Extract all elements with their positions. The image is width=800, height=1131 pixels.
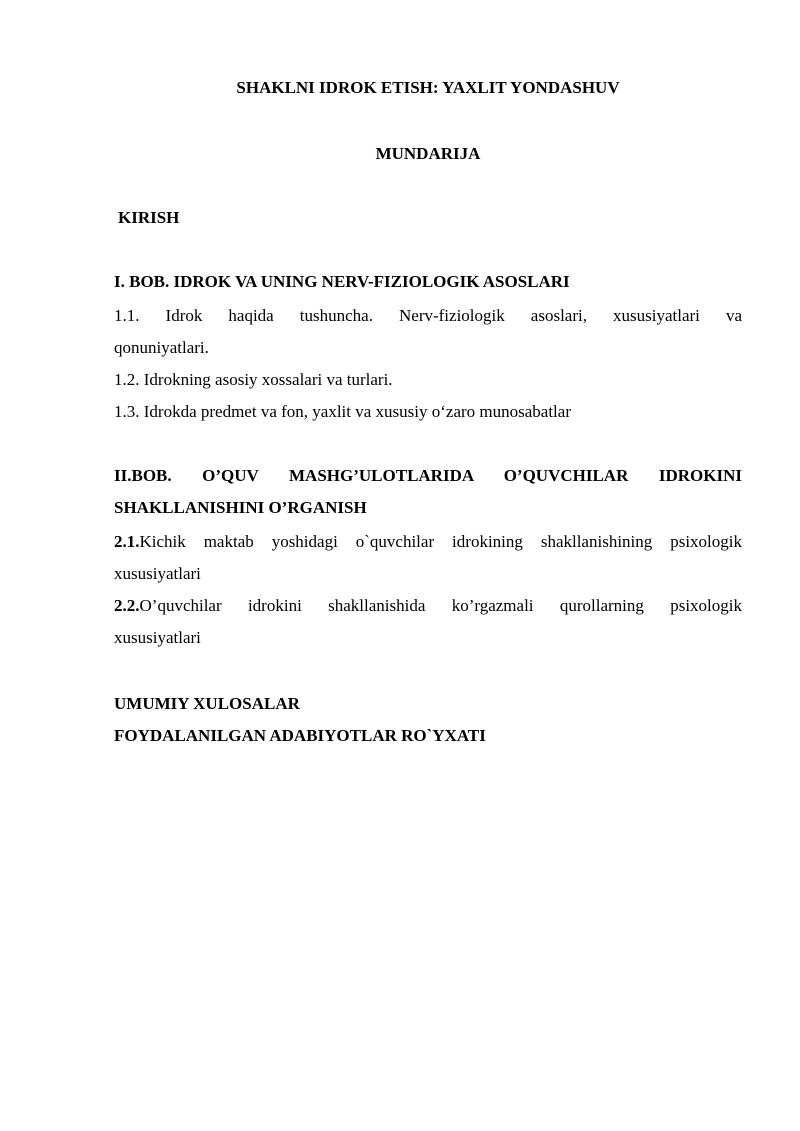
toc-entry-1-2: 1.2. Idrokning asosiy xossalari va turlari. [114, 370, 393, 389]
toc-chapter2-heading: II.BOB. O’QUV MASHG’ULOTLARIDA O’QUVCHILAR IDROKINI [114, 466, 742, 485]
toc-entry-2-2 [114, 596, 742, 616]
toc-entry-2-1-text: Kichik maktab yoshidagi o`quvchilar idrokining shakllanishining psixologik [139, 532, 742, 551]
toc-entry-2-1-number: 2.1. [114, 532, 140, 551]
toc-entry-2-1-continued: xususiyatlari [114, 564, 201, 583]
toc-entry-intro: KIRISH [118, 208, 180, 227]
toc-chapter1-heading: I. BOB. IDROK VA UNING NERV-FIZIOLOGIK ASOSLARI [114, 272, 570, 291]
toc-entry-2-1 [114, 532, 742, 552]
toc-entry-2-2-text: O’quvchilar idrokini shakllanishida ko’rgazmali qurollarning psixologik [139, 596, 742, 615]
toc-entry-conclusions: UMUMIY XULOSALAR [114, 694, 300, 713]
toc-heading: MUNDARIJA [375, 144, 481, 163]
document-title: SHAKLNI IDROK ETISH: YAXLIT YONDASHUV [236, 78, 620, 97]
toc-entry-2-2-number: 2.2. [114, 596, 140, 615]
toc-entry-1-1: 1.1. Idrok haqida tushuncha. Nerv-fiziologik asoslari, xususiyatlari va [114, 306, 742, 325]
toc-entry-1-3: 1.3. Idrokda predmet va fon, yaxlit va xususiy o‘zaro munosabatlar [114, 402, 571, 421]
toc-entry-references: FOYDALANILGAN ADABIYOTLAR RO`YXATI [114, 726, 486, 745]
toc-entry-2-2-continued: xususiyatlari [114, 628, 201, 647]
toc-chapter2-heading-continued: SHAKLLANISHINI O’RGANISH [114, 498, 367, 517]
toc-entry-1-1-continued: qonuniyatlari. [114, 338, 209, 357]
